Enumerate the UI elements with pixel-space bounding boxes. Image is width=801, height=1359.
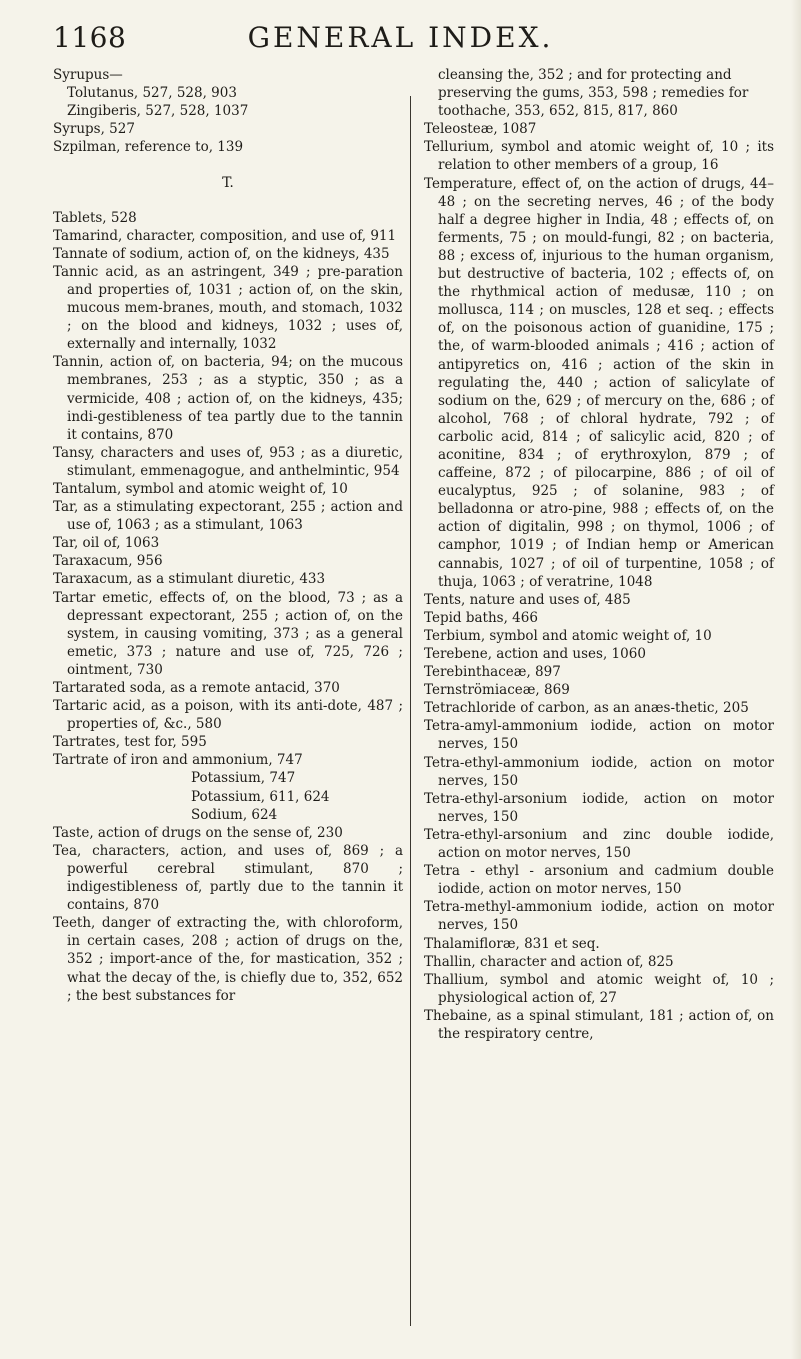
index-entry: Tetra - ethyl - arsonium and cadmium double iodide, action on motor nerves, 150 (424, 863, 774, 898)
index-entry: Tartaric acid, as a poison, with its anti-dote, 487 ; properties of, &c., 580 (53, 698, 403, 733)
index-entry: Tetra-ethyl-arsonium iodide, action on motor nerves, 150 (424, 790, 774, 825)
index-entry: Syrupus— (53, 67, 123, 83)
section-letter: T. (222, 175, 234, 192)
page-edge-shadow (791, 0, 801, 1359)
index-entry: cleansing the, 352 ; and for protecting and preserving the gums, 353, 598 ; remedies for toothache, 353, 652, 815, 817, 860 (438, 67, 749, 120)
index-entry: Tetrachloride of carbon, as an anæs-thetic, 205 (424, 700, 749, 717)
index-entry: Ternströmiaceæ, 869 (424, 682, 570, 699)
index-entry: Tepid baths, 466 (424, 609, 538, 626)
page-header (0, 16, 801, 60)
index-entry: Tetra-ethyl-arsonium and zinc double iodide, action on motor nerves, 150 (424, 826, 774, 862)
right-column (424, 66, 774, 1043)
index-entry: Tents, nature and uses of, 485 (424, 591, 631, 608)
index-entry: Tellurium, symbol and atomic weight of, 10 ; its relation to other members of a group, 16 (424, 139, 774, 174)
left-column-top-entries (53, 66, 403, 156)
index-entry: Thallium, symbol and atomic weight of, 10 ; physiological action of, 27 (424, 971, 774, 1006)
index-entry: Tetra-methyl-ammonium iodide, action on motor nerves, 150 (424, 899, 774, 934)
index-entry: Tartarated soda, as a remote antacid, 370 (53, 680, 340, 696)
index-entry: Thalamifloræ, 831 et seq. (424, 935, 600, 952)
index-entry: Potassium, 747 (191, 770, 296, 787)
index-entry: Tamarind, character, composition, and use of, 911 (53, 227, 397, 244)
right-column-entries (424, 66, 774, 1043)
index-entry: Tartar emetic, effects of, on the blood, 73 ; as a depressant expectorant, 255 ; action of, on the system, in causing vomiting, 373 ; as a general emetic, 373 ; nature and use of, 725, 726 ; ointment, 730 (53, 589, 403, 678)
index-entry: Teeth, danger of extracting the, with chloroform, in certain cases, 208 ; action of drugs on the, 352 ; import-ance of the, for mastication, 352 ; what the decay of the, is chiefly due to, 352, 652 ; the best substances for (53, 915, 403, 1004)
index-entry: Tetra-amyl-ammonium iodide, action on motor nerves, 150 (424, 718, 774, 753)
index-entry: Temperature, effect of, on the action of drugs, 44–48 ; on the secreting nerves, 46 ; of the body half a degree higher in India, 48 ; effects of, on ferments, 75 ; on mould-fungi, 82 ; on bacteria, 88 ; excess of, injurious to the human organism, but destructive of bacteria, 102 ; effects of, on the rhythmical action of medusæ, 110 ; on mollusca, 114 ; on muscles, 128 et seq. ; effects of, on the poisonous action of guanidine, 175 ; the, of warm-blooded animals ; 416 ; action of antipyretics on, 416 ; action of the skin in regulating the, 440 ; action of salicylate of sodium on the, 629 ; of mercury on the, 686 ; of alcohol, 768 ; of chloral hydrate, 792 ; of carbolic acid, 814 ; of salicylic acid, 820 ; of aconitine, 834 ; of erythroxylon, 879 ; of caffeine, 872 ; of pilocarpine, 886 ; of oil of eucalyptus, 925 ; of solanine, 983 ; of belladonna or atro-pine, 988 ; effects of, on the action of digitalin, 998 ; on thymol, 1006 ; of camphor, 1019 ; of Indian hemp or American cannabis, 1027 ; of oil of turpentine, 1058 ; of thuja, 1063 ; of veratrine, 1048 (424, 175, 774, 590)
index-entry: Teleosteæ, 1087 (424, 121, 537, 138)
page-number: 1168 (53, 21, 127, 54)
index-entry: Terebinthaceæ, 897 (424, 664, 561, 681)
index-entry: Potassium, 611, 624 (191, 788, 330, 805)
index-entry: Tablets, 528 (53, 209, 137, 226)
index-entry: Syrups, 527 (53, 121, 135, 138)
index-entry: Tartrates, test for, 595 (53, 734, 207, 751)
index-entry: Taraxacum, as a stimulant diuretic, 433 (53, 571, 326, 588)
index-entry: Zingiberis, 527, 528, 1037 (67, 103, 249, 120)
index-entry: Taraxacum, 956 (53, 553, 163, 570)
index-entry: Tetra-ethyl-ammonium iodide, action on motor nerves, 150 (424, 754, 774, 789)
index-entry: Tea, characters, action, and uses of, 869 ; a powerful cerebral stimulant, 870 ; indigestibleness of, partly due to the tannin it contains, 870 (53, 842, 403, 914)
left-column (53, 66, 403, 1005)
index-entry: Tansy, characters and uses of, 953 ; as a diuretic, stimulant, emmenagogue, and anthelmintic, 954 (53, 444, 403, 479)
index-entry: Terebene, action and uses, 1060 (424, 646, 646, 662)
index-entry: Tannate of sodium, action of, on the kidneys, 435 (53, 245, 390, 262)
index-entry: Szpilman, reference to, 139 (53, 139, 244, 156)
left-column-entries (53, 209, 403, 1005)
index-entry: Thebaine, as a spinal stimulant, 181 ; action of, on the respiratory centre, (424, 1007, 774, 1042)
index-entry: Tar, as a stimulating expectorant, 255 ; action and use of, 1063 ; as a stimulant, 1063 (53, 499, 403, 534)
index-entry: Sodium, 624 (191, 806, 278, 823)
index-entry: Taste, action of drugs on the sense of, 230 (53, 824, 343, 841)
index-entry: Tantalum, symbol and atomic weight of, 10 (53, 480, 348, 497)
index-entry: Tannin, action of, on bacteria, 94; on the mucous membranes, 253 ; as a styptic, 350 ; as a vermicide, 408 ; action of, on the kidneys, 435; indi-gestibleness of tea partly due to the tannin it contains, 870 (53, 354, 403, 443)
running-title: GENERAL INDEX. (247, 21, 554, 54)
index-entry: Terbium, symbol and atomic weight of, 10 (424, 627, 712, 644)
index-entry: Tar, oil of, 1063 (53, 535, 160, 552)
column-divider (410, 96, 411, 1326)
index-entry: Tannic acid, as an astringent, 349 ; pre-paration and properties of, 1031 ; action of, on the skin, mucous mem-branes, mouth, and stomach, 1032 ; on the blood and kidneys, 1032 ; uses of, externally and internally, 1032 (53, 263, 403, 353)
index-entry: Tolutanus, 527, 528, 903 (67, 85, 237, 102)
index-entry: Thallin, character and action of, 825 (424, 953, 674, 970)
index-entry: Tartrate of iron and ammonium, 747 (53, 752, 303, 769)
